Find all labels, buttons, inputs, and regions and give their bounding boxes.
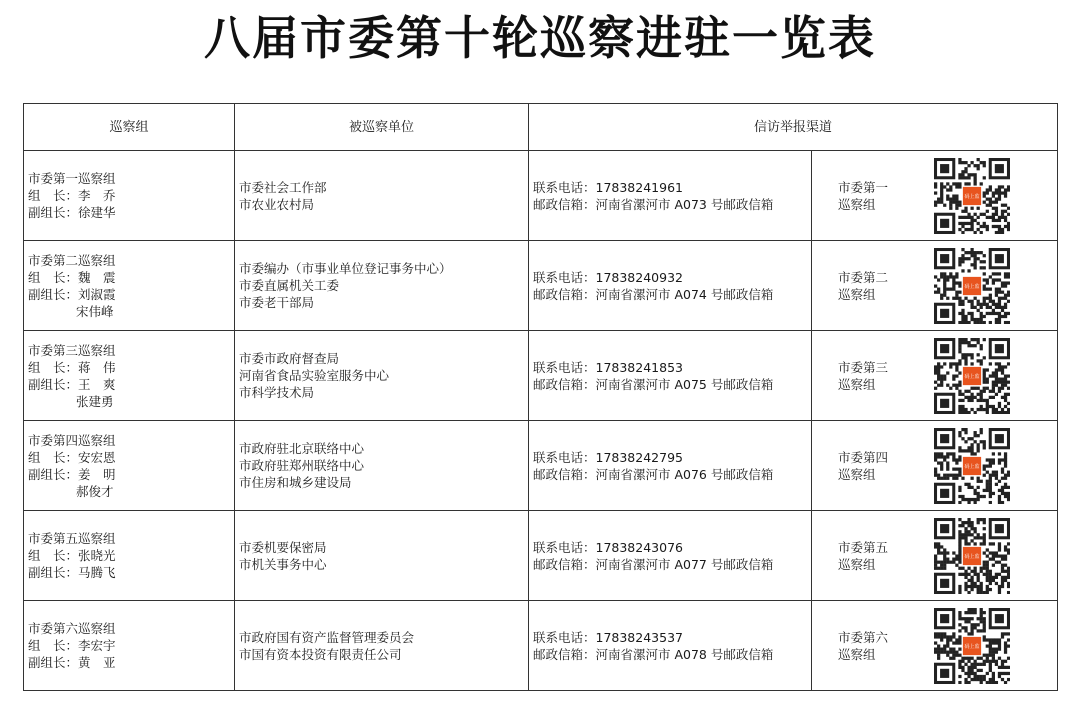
qr-badge-text: 码上监: [964, 373, 980, 380]
qr-label-line: 市委第二: [838, 269, 889, 285]
group-cell: [24, 241, 235, 331]
unit-cell: [235, 241, 529, 331]
qr-label-line: 市委第六: [838, 629, 889, 645]
unit-cell: [235, 601, 529, 691]
qr-badge-text: 码上监: [964, 283, 980, 290]
contact-mailbox: 邮政信箱：河南省漯河市 A074 号邮政信箱: [533, 286, 774, 302]
inspected-unit: 市委老干部局: [239, 295, 315, 310]
group-member: 宋伟峰: [76, 303, 114, 319]
group-name: 市委第一巡察组: [28, 171, 116, 186]
qr-cell: [812, 421, 1058, 511]
unit-cell: [235, 421, 529, 511]
inspected-unit: 市委机要保密局: [239, 539, 327, 555]
group-cell: [24, 331, 235, 421]
unit-cell: [235, 151, 529, 241]
group-name: 市委第五巡察组: [28, 531, 116, 546]
header-group: 巡察组: [24, 104, 235, 151]
qr-badge-text: 码上监: [964, 553, 980, 560]
inspected-unit: 市住房和城乡建设局: [239, 475, 352, 490]
contact-mailbox: 邮政信箱：河南省漯河市 A075 号邮政信箱: [533, 376, 774, 392]
group-member: 副组长：黄 亚: [28, 655, 116, 670]
group-member: 组 长：安宏恩: [28, 449, 116, 465]
inspected-unit: 市国有资本投资有限责任公司: [239, 646, 402, 662]
header-unit: 被巡察单位: [235, 104, 529, 151]
qr-badge-text: 码上监: [964, 643, 980, 650]
contact-phone[interactable]: 联系电话：17838241961: [533, 179, 683, 195]
qr-badge-text: 码上监: [964, 463, 980, 470]
contact-cell: [529, 511, 812, 601]
group-name: 市委第三巡察组: [28, 342, 116, 358]
group-member: 副组长：徐建华: [28, 205, 116, 220]
inspected-unit: 市机关事务中心: [239, 556, 327, 572]
qr-label: [838, 629, 898, 663]
group-name: 市委第六巡察组: [28, 621, 116, 636]
contact-phone[interactable]: 联系电话：17838242795: [533, 449, 683, 465]
group-member: 组 长：魏 震: [28, 269, 116, 285]
group-cell: [24, 601, 235, 691]
qr-code-image[interactable]: [934, 428, 1010, 504]
inspected-unit: 市委编办（市事业单位登记事务中心）: [239, 261, 452, 276]
contact-mailbox: 邮政信箱：河南省漯河市 A073 号邮政信箱: [533, 196, 774, 212]
page-title: 八届市委第十轮巡察进驻一览表: [204, 11, 876, 65]
contact-cell: [529, 331, 812, 421]
inspected-unit: 市政府国有资产监督管理委员会: [239, 629, 415, 645]
inspected-unit: 市政府驻北京联络中心: [239, 441, 365, 456]
qr-badge-text: 码上监: [964, 193, 980, 200]
table-row: [24, 421, 1058, 511]
contact-cell: [529, 601, 812, 691]
inspection-table: [23, 103, 1058, 691]
qr-label-line: 巡察组: [838, 556, 876, 572]
qr-label: [838, 359, 898, 393]
group-member: 副组长：马腾飞: [28, 565, 116, 580]
inspected-unit: 市委市政府督查局: [239, 351, 340, 366]
qr-label: [838, 269, 898, 303]
qr-code-image[interactable]: [934, 158, 1010, 234]
unit-cell: [235, 331, 529, 421]
qr-label-line: 巡察组: [838, 646, 876, 662]
qr-cell: [812, 601, 1058, 691]
header-channel: 信访举报渠道: [529, 104, 1058, 151]
qr-cell: [812, 511, 1058, 601]
table-row: [24, 511, 1058, 601]
qr-cell: [812, 151, 1058, 241]
group-name: 市委第二巡察组: [28, 252, 116, 268]
contact-mailbox: 邮政信箱：河南省漯河市 A076 号邮政信箱: [533, 466, 774, 482]
table-row: [24, 241, 1058, 331]
qr-label: [838, 539, 898, 573]
qr-label: [838, 179, 898, 213]
group-cell: [24, 421, 235, 511]
group-member: 副组长：刘淑霞: [28, 286, 116, 302]
table-row: [24, 331, 1058, 421]
contact-cell: [529, 241, 812, 331]
qr-label-line: 巡察组: [838, 466, 876, 482]
group-cell: [24, 151, 235, 241]
table-row: [24, 601, 1058, 691]
contact-cell: [529, 151, 812, 241]
qr-label-line: 巡察组: [838, 196, 876, 212]
qr-label-line: 市委第一: [838, 179, 889, 195]
unit-cell: [235, 511, 529, 601]
group-member: 郝俊才: [76, 483, 114, 499]
group-member: 张建勇: [76, 393, 114, 409]
inspected-unit: 市农业农村局: [239, 196, 315, 212]
group-member: 组 长：李宏宇: [28, 638, 116, 653]
group-member: 副组长：姜 明: [28, 466, 116, 482]
qr-cell: [812, 331, 1058, 421]
group-name: 市委第四巡察组: [28, 432, 116, 448]
group-member: 组 长：张晓光: [28, 548, 116, 563]
contact-phone[interactable]: 联系电话：17838240932: [533, 269, 683, 285]
inspected-unit: 市科学技术局: [239, 385, 315, 400]
contact-phone[interactable]: 联系电话：17838241853: [533, 359, 683, 375]
inspected-unit: 河南省食品实验室服务中心: [239, 368, 390, 383]
qr-label-line: 市委第五: [838, 539, 889, 555]
group-cell: [24, 511, 235, 601]
contact-phone[interactable]: 联系电话：17838243076: [533, 539, 683, 555]
inspected-unit: 市委直属机关工委: [239, 278, 340, 293]
inspected-unit: 市委社会工作部: [239, 179, 327, 195]
qr-label-line: 巡察组: [838, 376, 876, 392]
contact-mailbox: 邮政信箱：河南省漯河市 A078 号邮政信箱: [533, 646, 774, 662]
group-member: 副组长：王 爽: [28, 376, 116, 392]
qr-label-line: 市委第四: [838, 449, 889, 465]
contact-phone[interactable]: 联系电话：17838243537: [533, 629, 683, 645]
qr-code-image[interactable]: [934, 248, 1010, 324]
table-row: [24, 151, 1058, 241]
inspected-unit: 市政府驻郑州联络中心: [239, 458, 365, 473]
contact-mailbox: 邮政信箱：河南省漯河市 A077 号邮政信箱: [533, 556, 774, 572]
group-member: 组 长：蒋 伟: [28, 359, 116, 375]
qr-cell: [812, 241, 1058, 331]
qr-code-image[interactable]: [934, 608, 1010, 684]
qr-code-image[interactable]: [934, 518, 1010, 594]
table-header-row: [24, 104, 1058, 151]
group-member: 组 长：李 乔: [28, 188, 116, 203]
qr-label-line: 市委第三: [838, 359, 889, 375]
contact-cell: [529, 421, 812, 511]
qr-code-image[interactable]: [934, 338, 1010, 414]
qr-label-line: 巡察组: [838, 286, 876, 302]
qr-label: [838, 449, 898, 483]
